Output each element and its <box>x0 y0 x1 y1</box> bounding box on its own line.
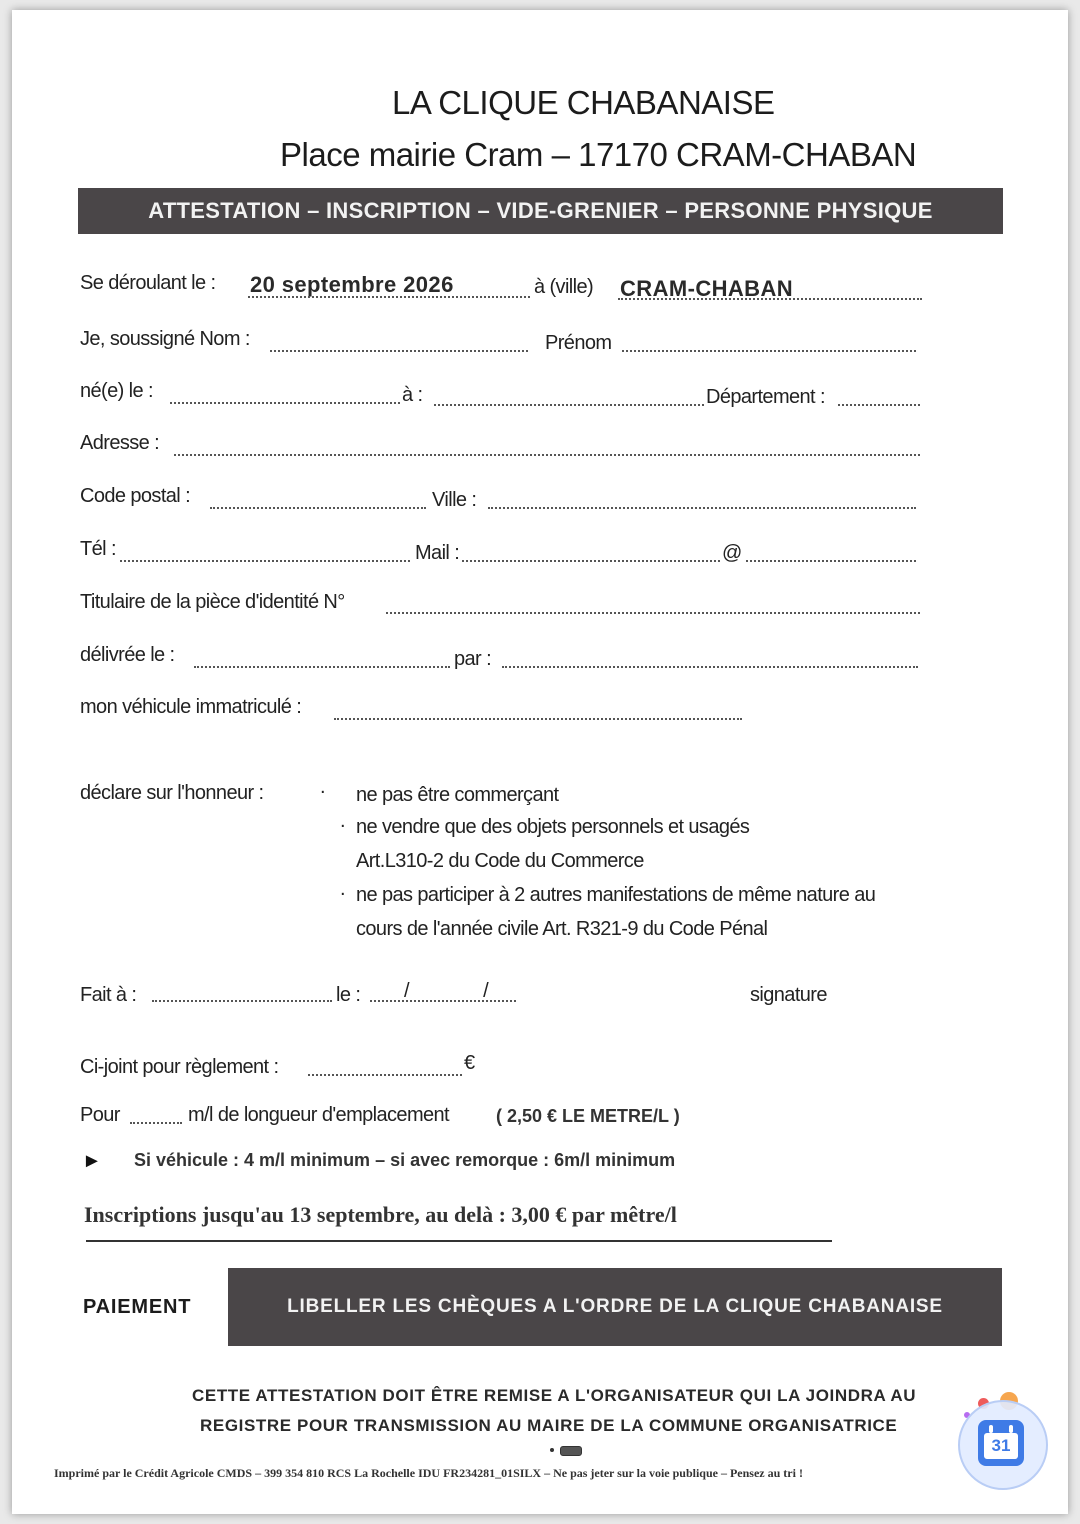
vehicle-plate-label: mon véhicule immatriculé : <box>80 696 302 718</box>
birthdate-field[interactable] <box>170 402 400 404</box>
footer-line-1: CETTE ATTESTATION DOIT ÊTRE REMISE A L'ORGANISATEUR QUI LA JOINDRA AU <box>192 1386 917 1405</box>
length-for-label: Pour <box>80 1104 120 1126</box>
issued-by-field[interactable] <box>502 666 918 668</box>
length-field[interactable] <box>130 1122 182 1124</box>
made-on-slashes: / / <box>404 980 523 1002</box>
event-city-value[interactable]: CRAM-CHABAN <box>620 276 794 301</box>
event-city-label: à (ville) <box>534 276 594 298</box>
declaration-item: ne pas participer à 2 autres manifestations de même nature au <box>356 884 876 906</box>
made-at-field[interactable] <box>152 1000 332 1002</box>
vehicle-plate-field[interactable] <box>334 718 742 720</box>
deadline-text: Inscriptions jusqu'au 13 septembre, au delà : 3,00 € par mêtre/l <box>84 1202 677 1227</box>
mail-label: Mail : <box>415 542 460 564</box>
event-date-line <box>248 296 530 298</box>
town-field[interactable] <box>488 507 916 509</box>
declaration-item: ne pas être commerçant <box>356 784 559 806</box>
declaration-bullet: . <box>340 810 345 832</box>
issued-by-label: par : <box>454 648 492 670</box>
imprint-text: Imprimé par le Crédit Agricole CMDS – 399 354 810 RCS La Rochelle IDU FR234281_01SILX – Ne pas jeter sur la voie publique – Pensez au tri ! <box>54 1466 803 1480</box>
birthplace-label: à : <box>402 384 423 406</box>
phone-label: Tél : <box>80 538 116 560</box>
address-label: Adresse : <box>80 432 160 454</box>
declaration-bullet: . <box>340 878 345 900</box>
name-label: Je, soussigné Nom : <box>80 328 250 350</box>
event-date-label: Se déroulant le : <box>80 272 216 294</box>
calendar-ring <box>1009 1425 1013 1433</box>
document-page <box>12 10 1068 1514</box>
firstname-field[interactable] <box>622 350 916 352</box>
footer-line-2: REGISTRE POUR TRANSMISSION AU MAIRE DE LA COMMUNE ORGANISATRICE <box>200 1416 898 1435</box>
currency-symbol: € <box>464 1052 475 1074</box>
mail-domain-field[interactable] <box>746 560 916 562</box>
address-field[interactable] <box>174 454 920 456</box>
signature-label: signature <box>750 984 827 1006</box>
org-name: LA CLIQUE CHABANAISE <box>392 84 775 121</box>
payment-banner <box>228 1268 1002 1346</box>
calendar-icon[interactable] <box>978 1420 1024 1466</box>
postal-code-label: Code postal : <box>80 485 191 507</box>
made-at-label: Fait à : <box>80 984 137 1006</box>
calendar-day: 31 <box>984 1433 1018 1459</box>
issued-date-label: délivrée le : <box>80 644 175 666</box>
declaration-item: Art.L310-2 du Code du Commerce <box>356 850 644 872</box>
length-unit-label: m/l de longueur d'emplacement <box>188 1104 450 1126</box>
id-card-field[interactable] <box>386 612 920 614</box>
enclosed-amount-field[interactable] <box>308 1074 462 1076</box>
mail-field[interactable] <box>462 560 720 562</box>
department-label: Département : <box>706 386 825 408</box>
rate-text: ( 2,50 € LE METRE/L ) <box>496 1106 680 1126</box>
title-banner-text: ATTESTATION – INSCRIPTION – VIDE-GRENIER – PERSONNE PHYSIQUE <box>148 198 933 223</box>
postal-code-field[interactable] <box>210 507 426 509</box>
org-address: Place mairie Cram – 17170 CRAM-CHABAN <box>280 136 917 173</box>
calendar-widget[interactable] <box>958 1394 1050 1486</box>
declaration-item: ne vendre que des objets personnels et usagés <box>356 816 750 838</box>
at-sign: @ <box>722 542 742 564</box>
name-field[interactable] <box>270 350 528 352</box>
firstname-label: Prénom <box>545 332 612 354</box>
id-card-label: Titulaire de la pièce d'identité N° <box>80 591 345 613</box>
calendar-ring <box>989 1425 993 1433</box>
title-banner <box>78 188 1003 234</box>
declaration-label: déclare sur l'honneur : <box>80 782 264 804</box>
issued-date-field[interactable] <box>194 666 450 668</box>
event-date-value[interactable]: 20 septembre 2026 <box>250 272 454 297</box>
enclosed-amount-label: Ci-joint pour règlement : <box>80 1056 279 1078</box>
declaration-item: cours de l'année civile Art. R321-9 du Code Pénal <box>356 918 768 940</box>
vehicle-rule-text: Si véhicule : 4 m/l minimum – si avec remorque : 6m/l minimum <box>134 1150 676 1170</box>
arrow-icon: ► <box>82 1150 102 1172</box>
birthdate-label: né(e) le : <box>80 380 153 402</box>
department-field[interactable] <box>838 404 920 406</box>
made-on-label: le : <box>336 984 361 1006</box>
payment-banner-text: LIBELLER LES CHÈQUES A L'ORDRE DE LA CLIQUE CHABANAISE <box>287 1296 943 1317</box>
birthplace-field[interactable] <box>434 404 704 406</box>
declaration-bullet: . <box>320 776 325 798</box>
payment-label: PAIEMENT <box>83 1296 192 1318</box>
phone-field[interactable] <box>120 560 410 562</box>
printer-logo-icon <box>550 1444 580 1454</box>
event-city-line <box>618 298 922 300</box>
deadline-underline <box>86 1240 832 1242</box>
town-label: Ville : <box>432 489 477 511</box>
